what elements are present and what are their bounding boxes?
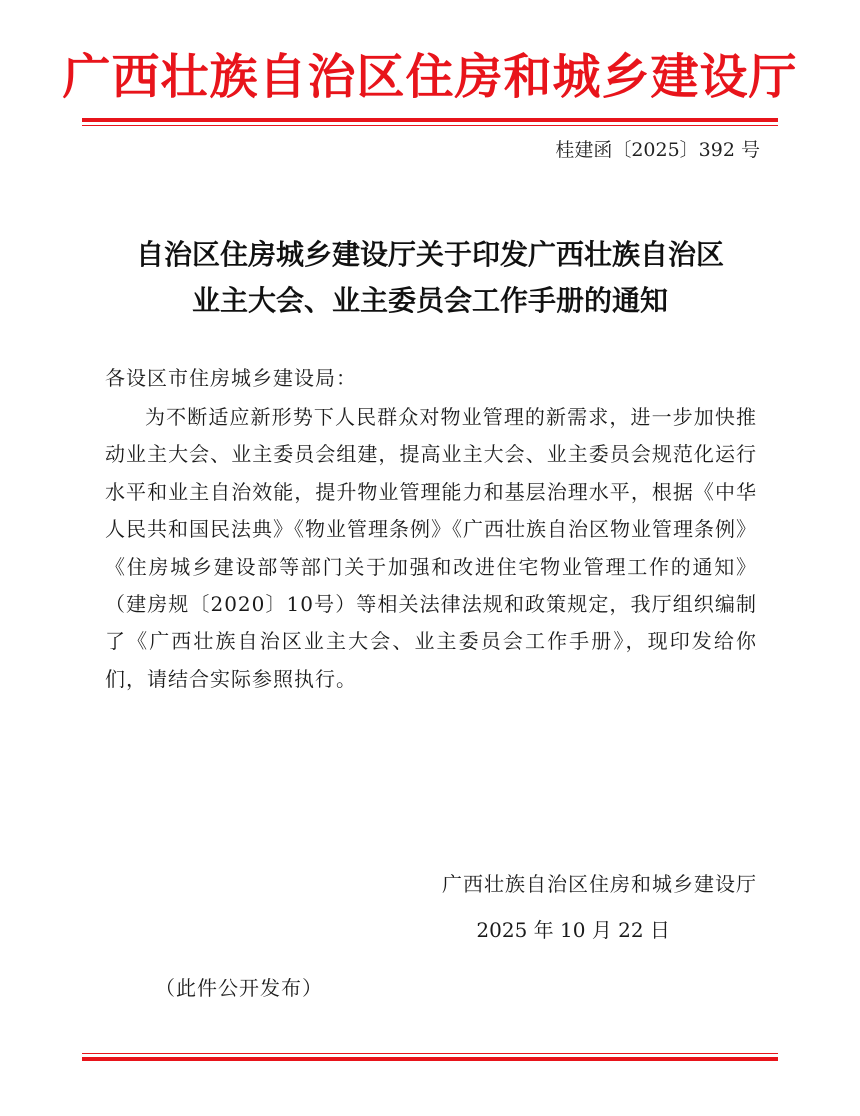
body-paragraph: 为不断适应新形势下人民群众对物业管理的新需求，进一步加快推动业主大会、业主委员会组建，提高业主大会、业主委员会规范化运行水平和业主自治效能，提升物业管理能力和基层治理水平，根据《中华人民共和国民法典》《物业管理条例》《广西壮族自治区物业管理条例》《住房城乡建设部等部门关于加强和改进住宅物业管理工作的通知》（建房规〔2020〕10号）等相关法律法规和政策规定，我厅组织编制了《广西壮族自治区业主大会、业主委员会工作手册》，现印发给你们，请结合实际参照执行。	[105, 405, 757, 691]
header-rule-thick	[82, 118, 778, 122]
header-rule-thin	[82, 125, 778, 126]
issue-date: 2025 年 10 月 22 日	[476, 918, 670, 942]
document-number: 桂建函〔2025〕392 号	[555, 139, 760, 161]
title-line-2: 业主大会、业主委员会工作手册的通知	[191, 284, 668, 317]
issuer-masthead: 广西壮族自治区住房和城乡建设厅	[62, 49, 798, 105]
footer-rule-thin	[82, 1053, 778, 1054]
disclosure-note: （此件公开发布）	[155, 976, 323, 1000]
salutation: 各设区市住房城乡建设局：	[105, 366, 357, 390]
footer-rule-thick	[82, 1057, 778, 1061]
document-title	[60, 232, 800, 324]
issuer-signature: 广西壮族自治区住房和城乡建设厅	[442, 872, 757, 896]
title-line-1: 自治区住房城乡建设厅关于印发广西壮族自治区	[135, 238, 724, 271]
